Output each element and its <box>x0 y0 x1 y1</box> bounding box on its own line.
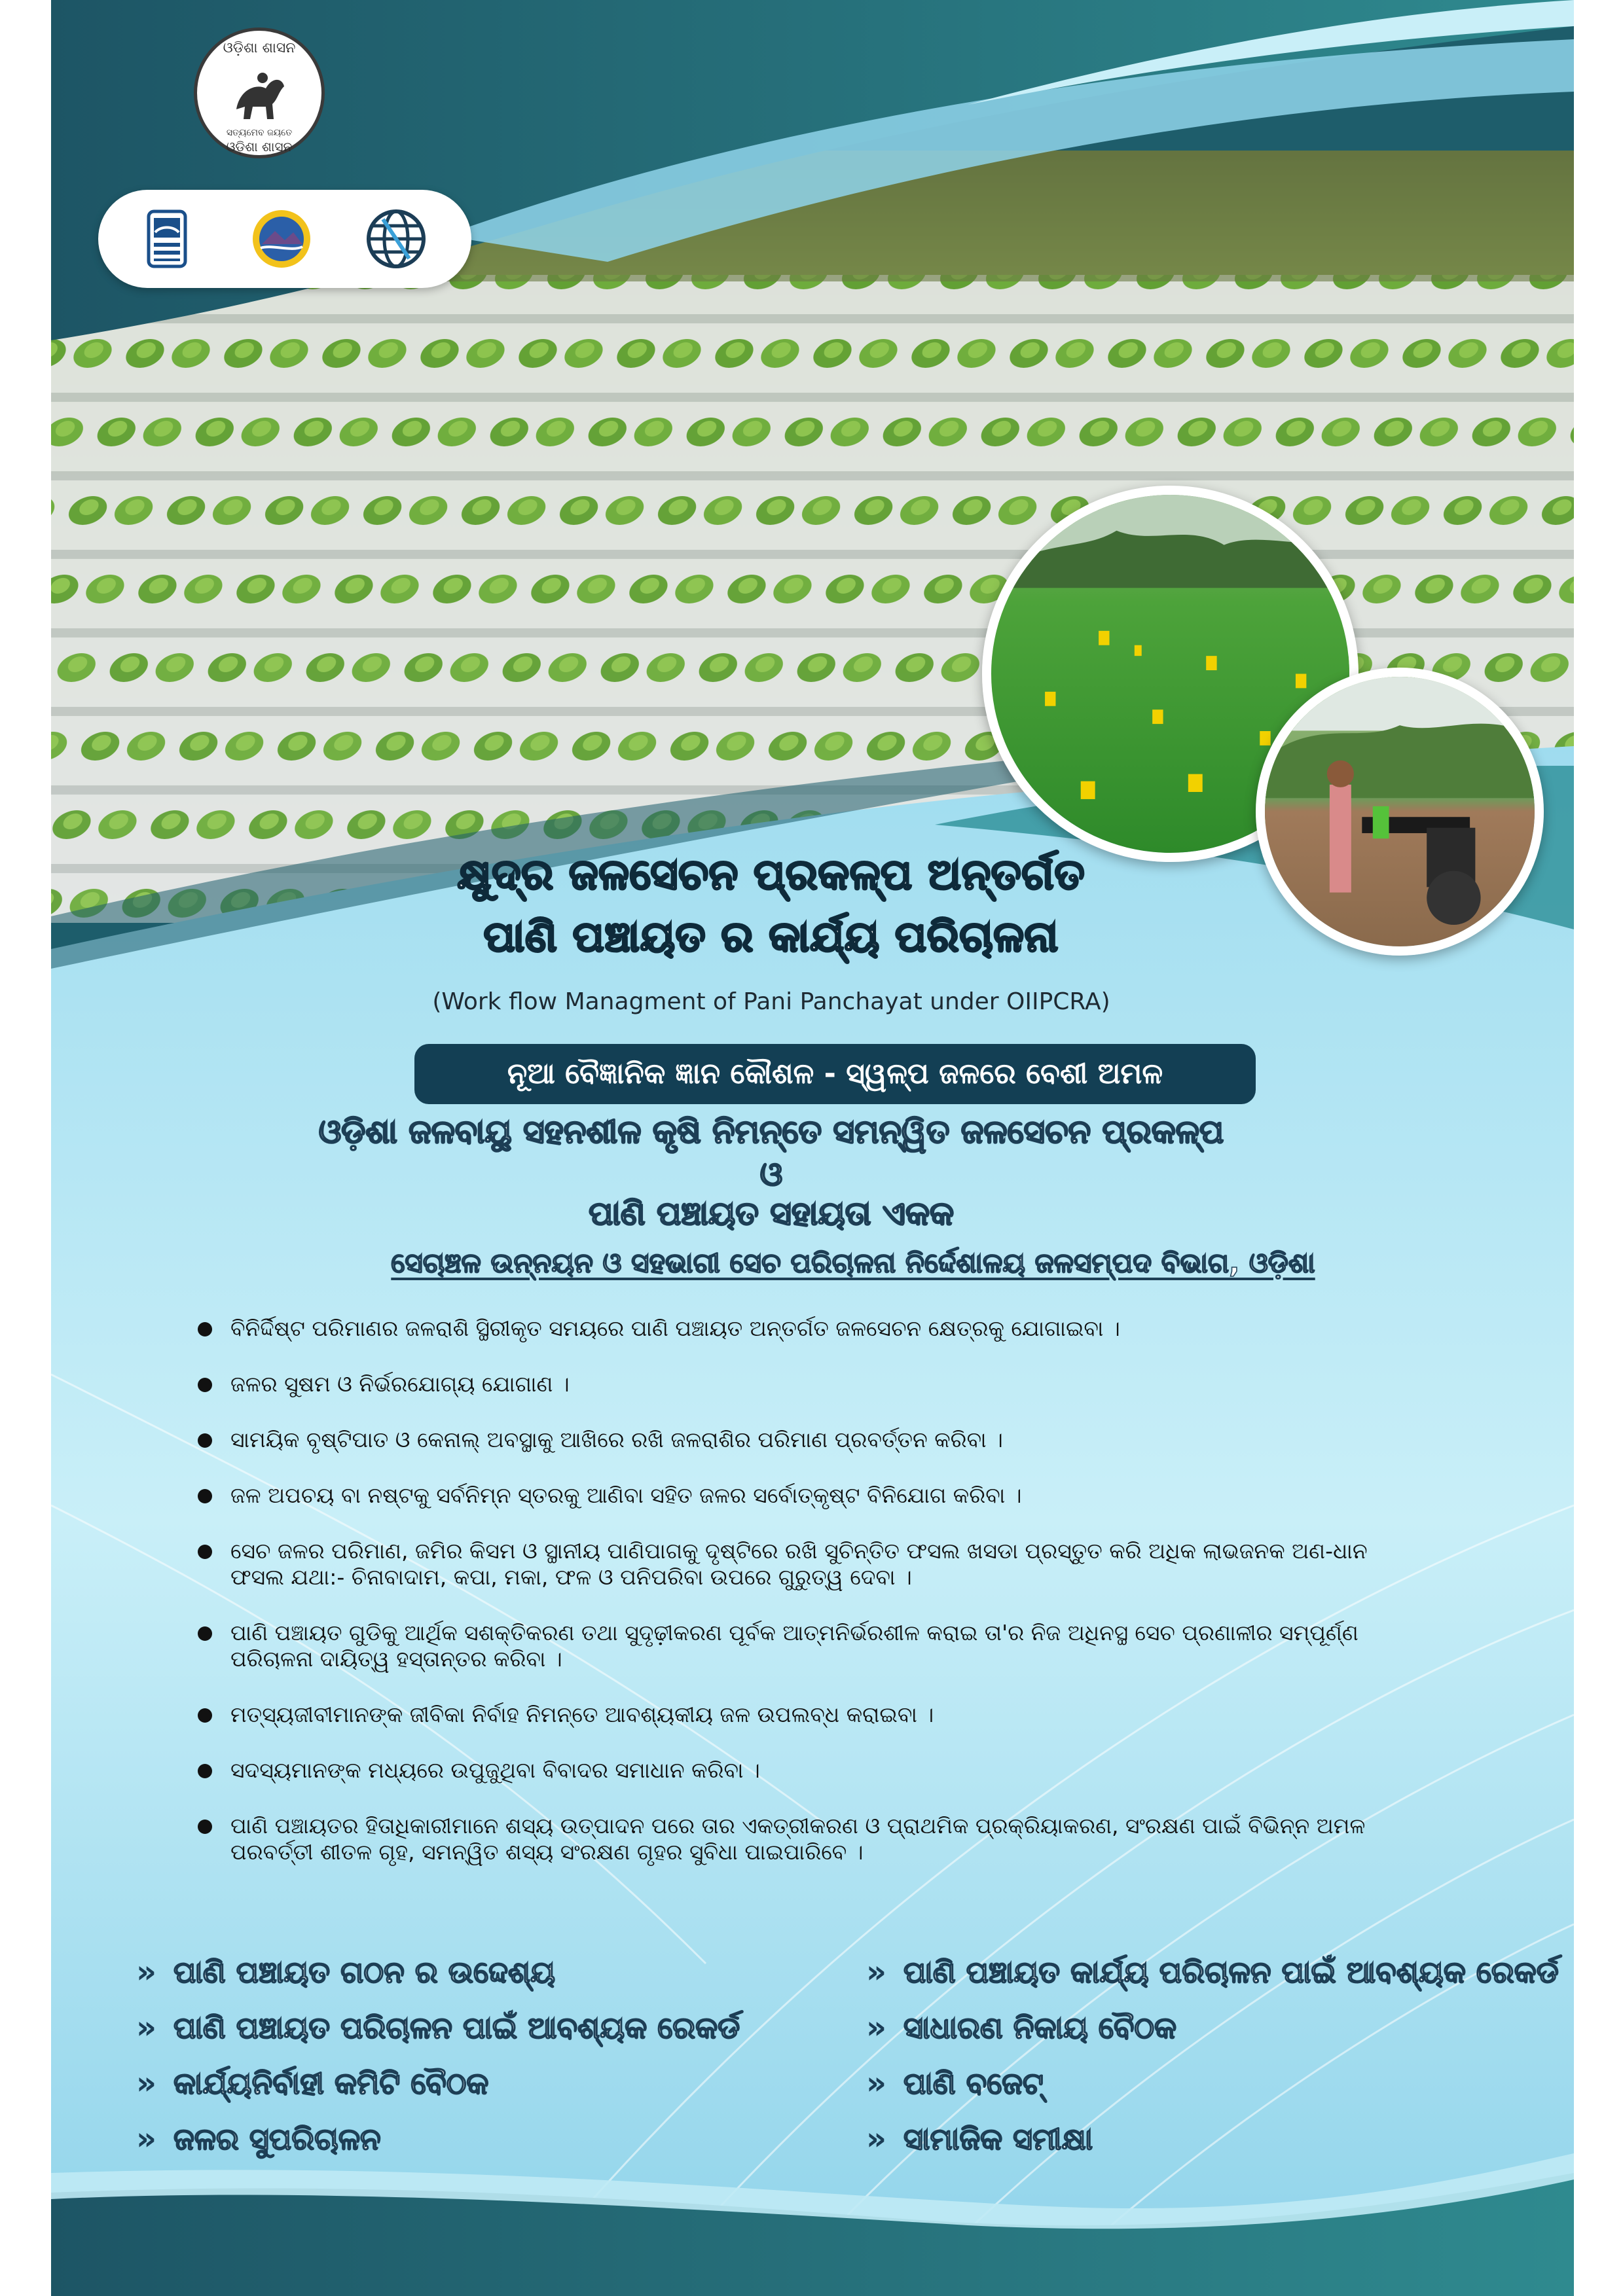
slogan-banner: ନୂଆ ବୈଜ୍ଞାନିକ ଜ୍ଞାନ କୌଶଳ - ସ୍ୱଳ୍ପ ଜଳରେ ବେଶୀ ଅମଳ <box>414 1044 1256 1104</box>
link-label: ପାଣି ପଞ୍ଚାୟତ ପରିଚାଳନ ପାଇଁ ଆବଶ୍ୟକ ରେକର୍ଡ <box>173 2010 740 2045</box>
chevron-right-icon: » <box>866 1954 887 1990</box>
link-right-3[interactable] <box>866 2065 1044 2102</box>
link-right-4[interactable] <box>866 2121 1093 2158</box>
list-item: ମତ୍ସ୍ୟଜୀବୀମାନଙ୍କ ଜୀବିକା ନିର୍ବାହ ନିମନ୍ତେ ଆବଶ୍ୟକୀୟ ଜଳ ଉପଲବ୍ଧ କରାଇବା । <box>192 1702 1384 1728</box>
partner-logos <box>98 190 471 288</box>
link-label: ପାଣି ପଞ୍ଚାୟତ ଗଠନ ର ଉଦ୍ଦେଶ୍ୟ <box>173 1954 556 1990</box>
chevron-right-icon: » <box>136 2009 157 2046</box>
poster <box>51 0 1574 2296</box>
title-line-2: ପାଣି ପଞ୍ଚାୟତ ର କାର୍ଯ୍ୟ ପରିଚାଳନା <box>483 913 1059 961</box>
world-bank-globe-icon <box>363 206 429 272</box>
list-item: ସେଚ ଜଳର ପରିମାଣ, ଜମିର କିସମ ଓ ସ୍ଥାନୀୟ ପାଣିପାଗକୁ ଦୃଷ୍ଟିରେ ରଖି ସୁଚିନ୍ତିତ ଫସଲ ଖସଡା ପ୍ରସ୍ତୁତ କରି ଅଧିକ ଲାଭଜନକ ଅଣ-ଧାନ ଫସଲ ଯଥା:- ଚିନାବାଦାମ, କପା, ମକା, ଫଳ ଓ ପନିପରିବା ଉପରେ ଗୁରୁତ୍ୱ ଦେବା । <box>192 1538 1384 1590</box>
link-label: ପାଣି ପଞ୍ଚାୟତ କାର୍ଯ୍ୟ ପରିଚାଳନ ପାଇଁ ଆବଶ୍ୟକ ରେକର୍ଡ <box>903 1954 1559 1990</box>
link-label: ପାଣି ବଜେଟ୍ <box>903 2066 1044 2101</box>
title-english: (Work flow Managment of Pani Panchayat under OIIPCRA) <box>432 988 1110 1015</box>
odisha-water-resources-logo-icon <box>249 206 314 272</box>
objectives-list <box>192 1316 1384 1865</box>
chevron-right-icon: » <box>866 2009 887 2046</box>
project-line-3: ପାଣି ପଞ୍ଚାୟତ ସହାୟତା ଏକକ <box>589 1194 954 1232</box>
list-item: ପାଣି ପଞ୍ଚାୟତର ହିତାଧିକାରୀମାନେ ଶସ୍ୟ ଉତ୍ପାଦନ ପରେ ତାର ଏକତ୍ରୀକରଣ ଓ ପ୍ରାଥମିକ ପ୍ରକ୍ରିୟାକରଣ, ସଂରକ୍ଷଣ ପାଇଁ ବିଭିନ୍ନ ଅମଳ ପରବର୍ତ୍ତୀ ଶୀତଳ ଗୃହ, ସମନ୍ୱିତ ଶସ୍ୟ ସଂରକ୍ଷଣ ଗୃହର ସୁବିଧା ପାଇପାରିବେ । <box>192 1813 1384 1865</box>
oiipcra-logo-icon <box>134 206 200 272</box>
horse-rider-icon <box>227 63 292 122</box>
link-left-1[interactable] <box>136 1954 555 1991</box>
chevron-right-icon: » <box>136 2121 157 2157</box>
link-right-1[interactable] <box>866 1954 1559 1991</box>
emblem-bottom-text: ଓଡ଼ିଶା ଶାସନ <box>226 139 293 154</box>
odisha-government-emblem <box>194 27 325 158</box>
link-left-2[interactable] <box>136 2009 740 2047</box>
list-item: ଜଳ ଅପଚୟ ବା ନଷ୍ଟକୁ ସର୍ବନିମ୍ନ ସ୍ତରକୁ ଆଣିବା ସହିତ ଜଳର ସର୍ବୋତ୍କୃଷ୍ଟ ବିନିଯୋଗ କରିବା । <box>192 1482 1384 1509</box>
link-left-4[interactable] <box>136 2121 381 2158</box>
link-label: କାର୍ଯ୍ୟନିର୍ବାହୀ କମିଟି ବୈଠକ <box>173 2066 489 2101</box>
list-item: ବିନିର୍ଦ୍ଦିଷ୍ଟ ପରିମାଣର ଜଳରାଶି ସ୍ଥିରୀକୃତ ସମୟରେ ପାଣି ପଞ୍ଚାୟତ ଅନ୍ତର୍ଗତ ଜଳସେଚନ କ୍ଷେତ୍ରକୁ ଯୋଗାଇବା । <box>192 1316 1384 1342</box>
chevron-right-icon: » <box>866 2065 887 2102</box>
link-left-3[interactable] <box>136 2065 488 2102</box>
emblem-top-text: ଓଡ଼ିଶା ଶାସନ <box>223 40 296 56</box>
chevron-right-icon: » <box>136 2065 157 2102</box>
emblem-small-text: ସତ୍ୟମେବ ଜୟତେ <box>226 128 293 138</box>
project-line-1: ଓଡ଼ିଶା ଜଳବାୟୁ ସହନଶୀଳ କୃଷି ନିମନ୍ତେ ସମନ୍ୱିତ ଜଳସେଚନ ପ୍ରକଳ୍ପ <box>318 1113 1224 1151</box>
power-tiller-photo <box>1256 668 1544 956</box>
chevron-right-icon: » <box>866 2121 887 2157</box>
title-line-1: କ୍ଷୁଦ୍ର ଜଳସେଚନ ପ୍ରକଳ୍ପ ଅନ୍ତର୍ଗତ <box>457 851 1085 899</box>
list-item: ପାଣି ପଞ୍ଚାୟତ ଗୁଡିକୁ ଆର୍ଥିକ ସଶକ୍ତିକରଣ ତଥା ସୁଦୃଢ଼ୀକରଣ ପୂର୍ବକ ଆତ୍ମନିର୍ଭରଶୀଳ କରାଇ ତା'ର ନିଜ ଅଧିନସ୍ଥ ସେଚ ପ୍ରଣାଳୀର ସମ୍ପୂର୍ଣ୍ଣ ପରିଚାଳନା ଦାୟିତ୍ୱ ହସ୍ତାନ୍ତର କରିବା । <box>192 1620 1384 1672</box>
link-right-2[interactable] <box>866 2009 1176 2047</box>
list-item: ସଦସ୍ୟମାନଙ୍କ ମଧ୍ୟରେ ଉପୁଜୁଥିବା ବିବାଦର ସମାଧାନ କରିବା । <box>192 1757 1384 1784</box>
link-label: ଜଳର ସୁପରିଚାଳନ <box>173 2121 381 2157</box>
department-name: ସେଚାଞ୍ଚଳ ଉନ୍ନୟନ ଓ ସହଭାଗୀ ସେଚ ପରିଚାଳନା ନିର୍ଦ୍ଦେଶାଳୟ ଜଳସମ୍ପଦ ବିଭାଗ, ଓଡ଼ିଶା <box>391 1247 1315 1279</box>
chevron-right-icon: » <box>136 1954 157 1990</box>
project-line-2: ଓ <box>759 1155 783 1193</box>
list-item: ସାମୟିକ ବୃଷ୍ଟିପାତ ଓ କେନାଲ୍ ଅବସ୍ଥାକୁ ଆଖିରେ ରଖି ଜଳରାଶିର ପରିମାଣ ପ୍ରବର୍ତ୍ତନ କରିବା । <box>192 1427 1384 1453</box>
list-item: ଜଳର ସୁଷମ ଓ ନିର୍ଭରଯୋଗ୍ୟ ଯୋଗାଣ । <box>192 1371 1384 1397</box>
power-tiller-image <box>1265 677 1535 946</box>
link-label: ସାଧାରଣ ନିକାୟ ବୈଠକ <box>903 2010 1177 2045</box>
link-label: ସାମାଜିକ ସମୀକ୍ଷା <box>903 2121 1093 2157</box>
